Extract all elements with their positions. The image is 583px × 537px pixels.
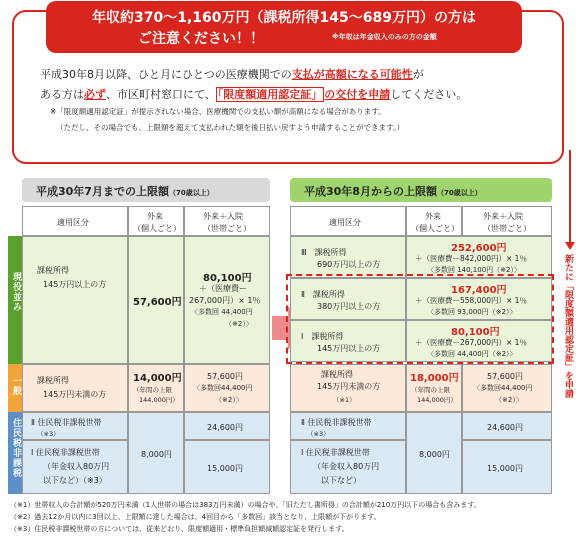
right-r4-gairai-note1: （年間の上限 bbox=[411, 386, 450, 394]
right-r1-value: 252,600円 bbox=[451, 243, 507, 254]
left-r2-gairai-note1: （年間の上限 bbox=[133, 386, 172, 394]
left-r3-kubun-2: （※3） bbox=[37, 430, 60, 438]
right-hdr-gairai bbox=[406, 206, 462, 236]
right-hdr-gairai-1: 外来 bbox=[425, 212, 441, 221]
left-group2-text: 一般 bbox=[11, 376, 21, 396]
right-r2-kubun-2: 380万円以上の方 bbox=[317, 302, 381, 311]
right-r6-kubun-1: Ⅰ 住民税非課税世帯 bbox=[301, 448, 370, 457]
right-r5-kubun bbox=[290, 412, 406, 440]
side-arrow-down-icon bbox=[565, 242, 575, 250]
banner-title-line1: 年収約370〜1,160万円（課税所得145〜689万円）の方は bbox=[92, 10, 476, 26]
right-r6-kubun-3: 以下など） bbox=[321, 476, 361, 485]
intro-apply: の交付を申請 bbox=[324, 88, 391, 101]
right-title-sub: （70歳以上） bbox=[436, 189, 482, 197]
right-r1-formula: ＋（医療費ー842,000円）× 1％ bbox=[415, 254, 527, 263]
right-r1-kubun bbox=[290, 236, 406, 278]
left-r4-nyuin bbox=[184, 440, 270, 494]
right-r1-kubun-2: 690万円以上の方 bbox=[317, 260, 381, 269]
new-application-highlight bbox=[286, 274, 554, 364]
right-r4-gairai-value: 18,000円 bbox=[410, 373, 459, 384]
right-r3-formula: ＋（医療費ー267,000円）× 1％ bbox=[415, 338, 527, 347]
right-r2-formula: ＋（医療費ー558,000円）× 1％ bbox=[415, 296, 527, 305]
left-r4-kubun bbox=[22, 440, 128, 494]
intro-text: 、市区町村窓口にて、 bbox=[106, 88, 216, 101]
left-r2-gairai bbox=[128, 364, 184, 412]
right-r4-nyuin-f1: 〈多数回44,400円 bbox=[473, 384, 533, 392]
footnote-1: （※1）世帯収入の合計額が520万円未満（1人世帯の場合は383万円未満）の場合や、「旧ただし書所得」の合計額が210万円以下の場合も含みます。 bbox=[10, 501, 481, 509]
right-r6-nyuin-value: 15,000円 bbox=[487, 464, 523, 473]
notice-banner bbox=[46, 1, 522, 53]
left-title-text: 平成30年7月までの上限額 bbox=[36, 185, 169, 198]
left-r2-gairai-value: 14,000円 bbox=[133, 373, 182, 384]
left-hdr-gairai-2: （個人ごと） bbox=[133, 224, 181, 233]
left-r1-nyuin-f2: 267,000円）× 1％ bbox=[189, 296, 261, 305]
left-hdr-gairai bbox=[128, 206, 184, 236]
left-r2-nyuin-value: 57,600円 bbox=[207, 372, 243, 381]
banner-note: ※年収は年金収入のみの方の金額 bbox=[332, 33, 437, 41]
footnote-3: （※3）住民税非課税世帯の方については、従来どおり、限度額適用・標準負担額減額認定証を発行します。 bbox=[10, 525, 349, 533]
right-hdr-nyuin-2: （世帯ごと） bbox=[483, 224, 531, 233]
right-r4-kubun-3: （※1） bbox=[333, 396, 356, 404]
right-r4-nyuin bbox=[462, 364, 552, 412]
left-r1-kubun-1: 課税所得 bbox=[37, 266, 69, 275]
left-r2-gairai-note2: 144,000円） bbox=[139, 396, 179, 404]
right-r56-gairai-value: 8,000円 bbox=[419, 450, 450, 459]
right-r6-kubun-2: （年金収入80万円 bbox=[313, 462, 380, 471]
left-hdr-kubun-text: 適用区分 bbox=[57, 218, 89, 227]
right-r4-nyuin-value: 57,600円 bbox=[487, 372, 523, 381]
intro-text: が bbox=[412, 68, 424, 81]
right-r4-gairai bbox=[406, 364, 462, 412]
intro-note2: （ただし、その場合でも、上限額を超えて支払われた額を後日払い戻すよう申請することができます。） bbox=[56, 123, 405, 132]
left-r2-kubun-2: 145万円未満の方 bbox=[43, 390, 107, 399]
right-r3-value: 80,100円 bbox=[451, 327, 500, 338]
left-r4-nyuin-value: 15,000円 bbox=[207, 464, 243, 473]
right-r5-kubun-2: （※3） bbox=[307, 430, 330, 438]
right-r6-kubun bbox=[290, 440, 406, 494]
right-r3-tasukai: 〈多数回 44,400円（※2）〉 bbox=[427, 350, 517, 358]
intro-line1 bbox=[40, 66, 424, 82]
right-r6-nyuin bbox=[462, 440, 552, 494]
right-r4-kubun-2: 145万円未満の方 bbox=[317, 382, 381, 391]
right-r3-kubun-1: Ⅰ 課税所得 bbox=[301, 332, 344, 341]
left-r2-kubun-1: 課税所得 bbox=[37, 376, 69, 385]
right-r1-amount bbox=[406, 236, 552, 278]
left-r2-nyuin-f1: 〈多数回44,400円 bbox=[193, 384, 253, 392]
intro-must: 必ず bbox=[84, 88, 106, 101]
right-r3-kubun-2: 145万円以上の方 bbox=[317, 344, 381, 353]
intro-highlight: 支払が高額になる可能性 bbox=[291, 68, 413, 81]
left-r1-nyuin-f1: ＋（医療費ー bbox=[199, 284, 247, 293]
left-r2-kubun bbox=[22, 364, 128, 412]
side-note: 新たに「限度額適用認定証」を申請 bbox=[563, 254, 573, 398]
left-hdr-nyuin-1: 外来＋入院 bbox=[203, 212, 243, 221]
left-hdr-nyuin bbox=[184, 206, 270, 236]
right-r56-gairai bbox=[406, 412, 462, 494]
left-r2-nyuin bbox=[184, 364, 270, 412]
banner-title-line2: ご注意ください！！ bbox=[138, 31, 264, 47]
left-hdr-nyuin-2: （世帯ごと） bbox=[203, 224, 251, 233]
intro-note1: ※「限度額適用認定証」が提示されない場合、医療機関での支払い額が高額になる場合があります。 bbox=[50, 107, 386, 116]
left-group3-text: 住民税非課税 bbox=[11, 418, 21, 478]
left-r4-kubun-1: Ⅰ 住民税非課税世帯 bbox=[31, 448, 100, 457]
left-r1-gairai bbox=[128, 236, 184, 364]
right-r4-gairai-note2: 144,000円） bbox=[417, 396, 457, 404]
left-r3-kubun-1: Ⅱ 住民税非課税世帯 bbox=[31, 418, 102, 427]
right-hdr-gairai-2: （個人ごと） bbox=[411, 224, 459, 233]
left-r1-nyuin-f3: 〈多数回 44,400円 bbox=[191, 308, 253, 316]
right-r2-kubun-1: Ⅱ 課税所得 bbox=[301, 290, 345, 299]
left-r1-gairai-value: 57,600円 bbox=[133, 297, 182, 308]
left-r3-nyuin-value: 24,600円 bbox=[207, 423, 243, 432]
right-hdr-nyuin bbox=[462, 206, 552, 236]
right-r5-kubun-1: Ⅱ 住民税非課税世帯 bbox=[301, 418, 372, 427]
left-hdr-gairai-1: 外来 bbox=[147, 212, 163, 221]
right-r4-nyuin-f2: （※2）〉 bbox=[495, 396, 523, 404]
right-r1-tasukai: 〈多数回 140,100円（※2）〉 bbox=[427, 266, 521, 274]
intro-text: ある方は bbox=[40, 88, 84, 101]
left-r1-nyuin-f4: （※2）〉 bbox=[225, 320, 253, 328]
left-r4-kubun-3: 以下など）（※3） bbox=[43, 476, 107, 485]
intro-text: してください。 bbox=[390, 88, 468, 101]
intro-text: 平成30年8月以降、ひと月にひとつの医療機関での bbox=[40, 68, 292, 81]
left-r3-kubun bbox=[22, 412, 128, 440]
left-hdr-kubun bbox=[22, 206, 128, 236]
left-title-sub: （70歳以上） bbox=[168, 189, 214, 197]
left-r2-nyuin-f2: （※2）〉 bbox=[215, 396, 243, 404]
left-table-title bbox=[22, 178, 270, 202]
left-r3-nyuin bbox=[184, 412, 270, 440]
right-r5-nyuin-value: 24,600円 bbox=[487, 423, 523, 432]
right-hdr-nyuin-1: 外来＋入院 bbox=[483, 212, 523, 221]
left-r34-gairai bbox=[128, 412, 184, 494]
side-arrow-line bbox=[569, 150, 571, 242]
intro-line2 bbox=[40, 86, 467, 102]
right-r2-tasukai: 〈多数回 93,000円（※2）〉 bbox=[427, 308, 517, 316]
left-r1-nyuin-value: 80,100円 bbox=[203, 273, 252, 284]
left-group1-text: 現役並み bbox=[11, 272, 21, 312]
right-r1-kubun-1: Ⅲ 課税所得 bbox=[301, 248, 347, 257]
left-r1-nyuin bbox=[184, 236, 270, 364]
left-r1-kubun-2: 145万円以上の方 bbox=[43, 280, 107, 289]
left-r34-gairai-value: 8,000円 bbox=[141, 450, 172, 459]
right-hdr-kubun-text: 適用区分 bbox=[329, 218, 361, 227]
right-hdr-kubun bbox=[290, 206, 406, 236]
right-r2-value: 167,400円 bbox=[451, 285, 507, 296]
right-r4-kubun-1: 課税所得 bbox=[321, 370, 353, 379]
right-r5-nyuin bbox=[462, 412, 552, 440]
right-table-title bbox=[290, 178, 552, 202]
footnote-2: （※2）過去12か月以内に3回以上、上限額に達した場合は、4回目から「多数回」該当となり、上限額が下がります。 bbox=[10, 513, 381, 521]
intro-certificate-name: 「限度額適用認定証」 bbox=[217, 88, 323, 101]
left-r4-kubun-2: （年金収入80万円 bbox=[43, 462, 110, 471]
right-title-text: 平成30年8月からの上限額 bbox=[304, 185, 437, 198]
left-r1-kubun bbox=[22, 236, 128, 364]
right-r4-kubun bbox=[290, 364, 406, 412]
